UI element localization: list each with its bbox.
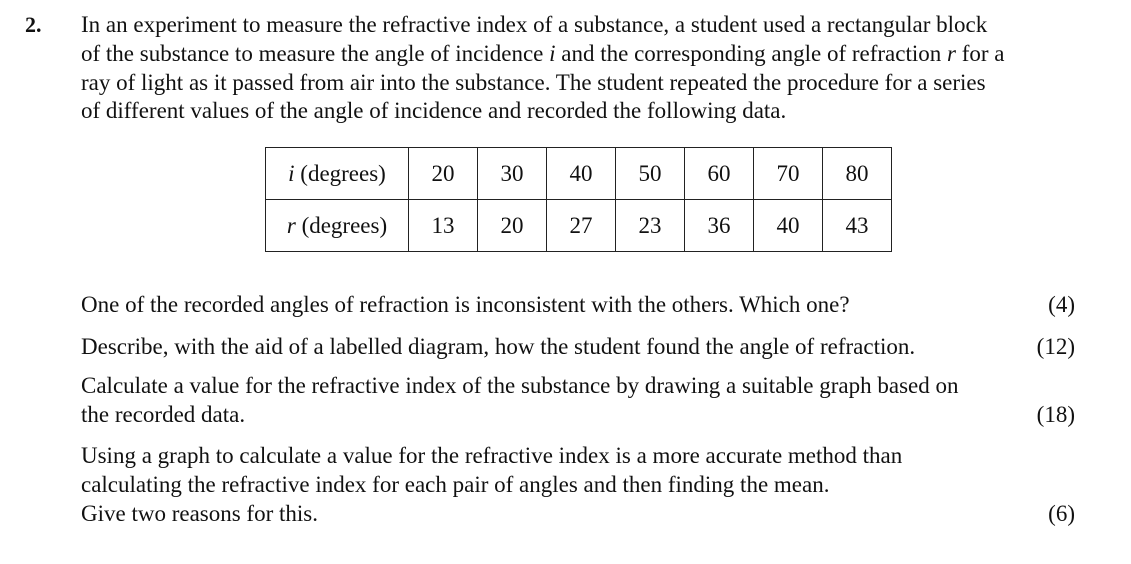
row-header-incidence <box>266 148 409 200</box>
unit-label: (degrees) <box>294 160 386 186</box>
part-line: Using a graph to calculate a value for the refractive index is a more accurate method than <box>81 443 903 468</box>
part-describe-diagram: Describe, with the aid of a labelled diagram, how the student found the angle of refraction. <box>81 334 916 359</box>
table-cell: 70 <box>754 148 823 200</box>
marks-label: (6) <box>1048 501 1075 526</box>
question-number: 2. <box>25 12 42 37</box>
part-inconsistent-angle: One of the recorded angles of refraction is inconsistent with the others. Which one? <box>81 292 850 317</box>
intro-text: and the corresponding angle of refraction <box>555 40 947 66</box>
symbol-i: i <box>549 40 556 66</box>
table-cell: 30 <box>478 148 547 200</box>
part-line: Give two reasons for this. <box>81 500 318 526</box>
table-cell: 20 <box>409 148 478 200</box>
marks-label: (12) <box>1036 334 1075 359</box>
table-cell: 43 <box>823 200 892 252</box>
table-cell: 40 <box>754 200 823 252</box>
part-line: calculating the refractive index for each pair of angles and then finding the mean. <box>81 471 830 497</box>
intro-line-1: In an experiment to measure the refractive index of a substance, a student used a rectangular block <box>81 12 988 37</box>
intro-line-3: ray of light as it passed from air into the substance. The student repeated the procedure for a series <box>81 69 986 95</box>
table-row-incidence <box>266 148 892 200</box>
part-line: Calculate a value for the refractive index of the substance by drawing a suitable graph based on <box>81 373 959 398</box>
part-graph-accuracy <box>81 442 1026 528</box>
intro-line-4: of different values of the angle of incidence and recorded the following data. <box>81 98 787 124</box>
table-cell: 20 <box>478 200 547 252</box>
table-cell: 23 <box>616 200 685 252</box>
unit-label: (degrees) <box>295 212 388 238</box>
intro-text: for a <box>955 40 1005 66</box>
symbol-r: r <box>947 40 956 66</box>
symbol-i: i <box>288 160 295 186</box>
intro-text: of the substance to measure the angle of incidence <box>81 40 550 66</box>
table-cell: 27 <box>547 200 616 252</box>
table-cell: 36 <box>685 200 754 252</box>
part-line: the recorded data. <box>81 401 246 427</box>
table-cell: 50 <box>616 148 685 200</box>
symbol-r: r <box>286 212 296 238</box>
data-table <box>265 147 892 252</box>
table-cell: 40 <box>547 148 616 200</box>
marks-label: (18) <box>1036 402 1075 427</box>
table-cell: 13 <box>409 200 478 252</box>
table-row-refraction <box>266 200 892 252</box>
question-intro <box>81 11 1091 126</box>
table-cell: 80 <box>823 148 892 200</box>
table-cell: 60 <box>685 148 754 200</box>
marks-label: (4) <box>1048 292 1075 317</box>
part-calculate-index <box>81 372 1026 430</box>
row-header-refraction <box>266 200 409 252</box>
intro-line-2 <box>81 40 1091 69</box>
